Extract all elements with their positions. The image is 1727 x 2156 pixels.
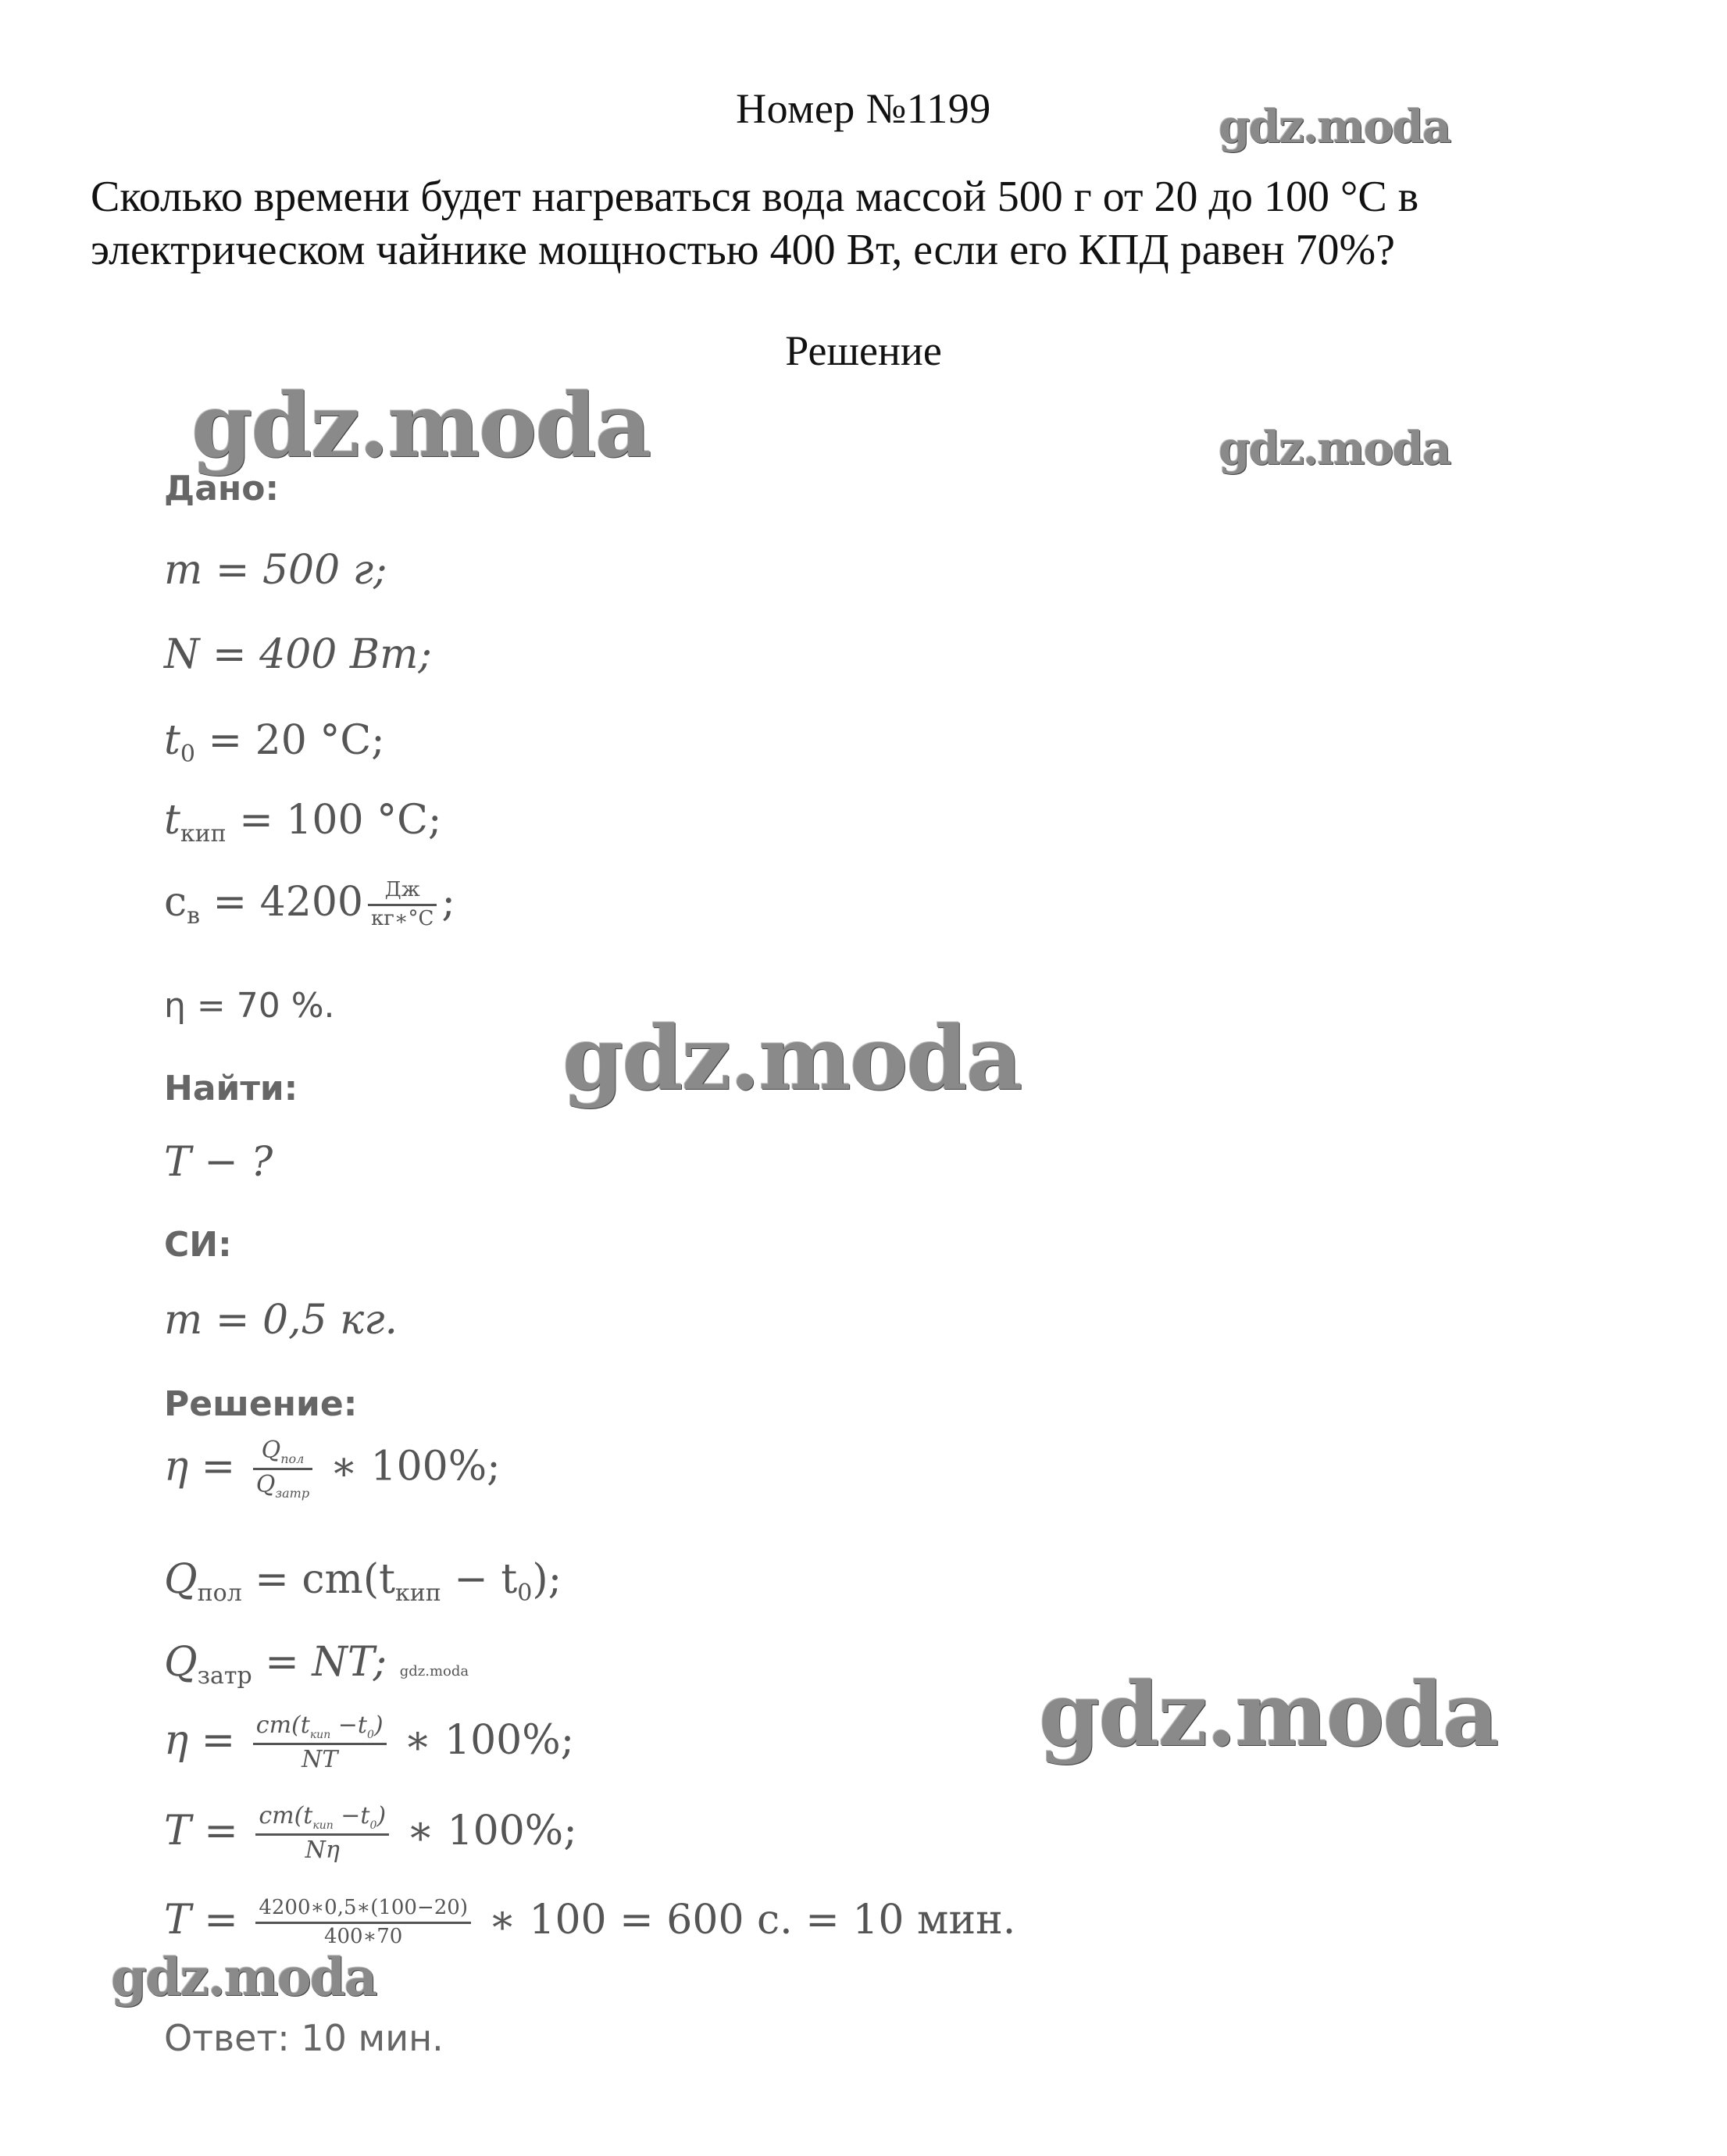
find-T: T − ? (164, 1139, 273, 1186)
formula-T-fraction: $\frac{cm(t_{кип} -t_0)}{N\eta}$ (255, 1803, 389, 1865)
unit-denominator: кг∗°С (370, 907, 434, 930)
formula-final-tail: ∗ 100 = 600 с. = 10 мин. (488, 1897, 1016, 1944)
find-section (164, 1069, 298, 1108)
watermark: gdz.moda (562, 1008, 1022, 1110)
formula-eta-expanded: η = $\frac{cm(t_{кип} -t_0)}{NT}$ ∗ 100%; (164, 1712, 575, 1774)
formula-qzatr: $Q_{затр}$ = NT; gdz.moda (164, 1639, 469, 1690)
formula-eta-fraction: $\frac{Q_{пол}}{Q_{затр}}$ (253, 1437, 312, 1501)
problem-statement (91, 170, 1653, 277)
formula-qpol: $Q_{пол} = cm(t_{кип} - t_0)$; (164, 1556, 562, 1607)
answer-text: Ответ: 10 мин. (164, 2017, 444, 2059)
formula-T: T = $\frac{cm(t_{кип} -t_0)}{N\eta}$ ∗ 100%; (164, 1802, 577, 1865)
si-label: СИ: (164, 1225, 232, 1265)
given-tkip-value: = 100 °С; (239, 797, 442, 844)
solution-section (164, 1384, 357, 1424)
formula-final-denominator: 400∗70 (323, 1925, 403, 1948)
problem-line-2: электрическом чайнике мощностью 400 Вт, если его КПД равен 70%? (91, 226, 1395, 274)
formula-eta: η = $\frac{Q_{пол}}{Q_{затр}}$ ∗ 100%; (164, 1437, 501, 1501)
formula-qpol-rhs: = cm(t (255, 1556, 396, 1603)
formula-qpol-end: ); (532, 1556, 562, 1603)
given-c-value: = 4200 (212, 879, 363, 926)
formula-final-numerator: 4200∗0,5∗(100−20) (255, 1897, 471, 1924)
watermark: gdz.moda (1219, 422, 1450, 475)
watermark: gdz.moda (1219, 100, 1450, 153)
given-eta: η = 70 %. (164, 986, 335, 1026)
watermark: gdz.moda (111, 1947, 376, 2008)
given-label: Дано: (164, 469, 280, 509)
formula-qzatr-rhs: = NT; (265, 1639, 387, 1686)
si-section (164, 1225, 232, 1265)
given-m: m = 500 г; (164, 547, 387, 594)
given-t0-value: = 20 °С; (208, 717, 385, 764)
formula-final-fraction (255, 1897, 471, 1949)
formula-eta-pct: ∗ 100%; (330, 1443, 501, 1490)
answer (164, 2017, 444, 2059)
given-t0: $t_0 = 20$ °С; (164, 717, 385, 768)
formula-final: T = $\frac{4200∗0,5∗(100-20)}{400∗70}$ ∗ 100 = 600 с. = 10 мин. (164, 1896, 1016, 1948)
given-tkip: $t_{кип} = 100$ °С; (164, 797, 442, 848)
given-section (164, 469, 279, 509)
page-title: Номер №1199 (736, 85, 991, 132)
formula-T-pct: ∗ 100%; (406, 1807, 577, 1854)
watermark: gdz.moda (399, 1663, 469, 1679)
solution-heading: Решение (785, 327, 942, 374)
watermark: gdz.moda (1039, 1664, 1498, 1766)
given-N: N = 400 Вт; (164, 631, 432, 678)
solution-label: Решение: (164, 1384, 358, 1424)
formula-eta-expanded-fraction: $\frac{cm(t_{кип} -t_0)}{NT}$ (253, 1712, 387, 1774)
given-c: $c_в = 4200$ $\frac{Дж}{кг∗^\circ С}$ ; (164, 878, 455, 930)
formula-qpol-tail: − t (454, 1556, 518, 1603)
formula-eta-expanded-pct: ∗ 100%; (404, 1716, 575, 1764)
watermark: gdz.moda (191, 375, 651, 477)
find-label: Найти: (164, 1069, 298, 1108)
si-m: m = 0,5 кг. (164, 1297, 398, 1344)
unit-numerator: Дж (368, 879, 437, 906)
problem-line-1: Сколько времени будет нагреваться вода массой 500 г от 20 до 100 °С в (91, 173, 1419, 221)
given-c-unit (368, 879, 437, 931)
